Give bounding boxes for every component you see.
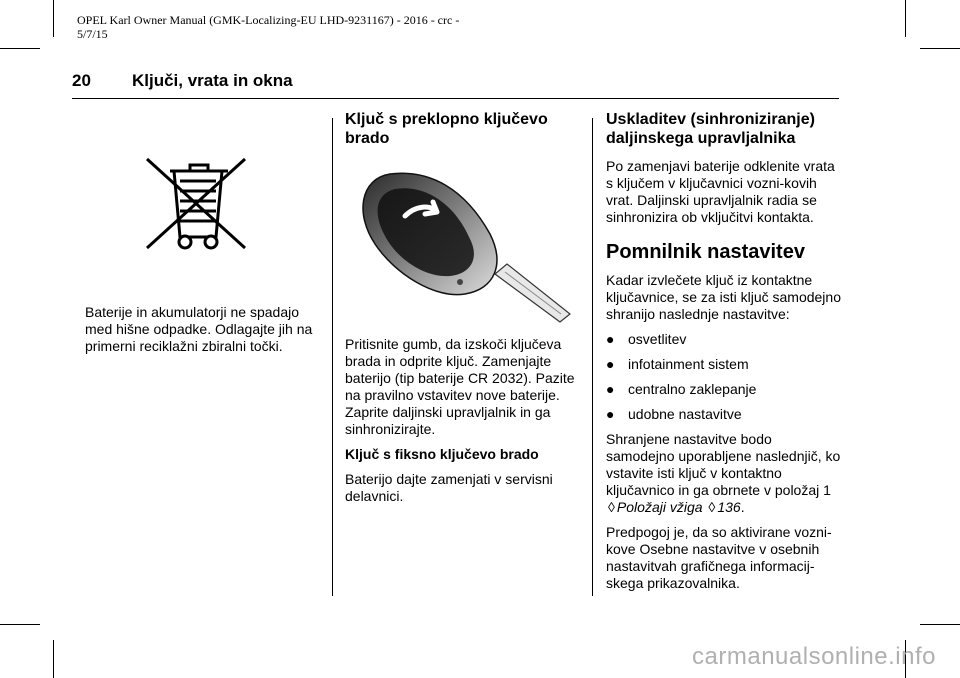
fixed-key-text: Baterijo dajte zamenjati v servisni delavnici. xyxy=(345,471,553,504)
ignition-positions-link[interactable]: Položaji vžiga xyxy=(616,499,703,515)
sync-heading: Uskladitev (sinhroniziranje) daljinskega upravljalnika xyxy=(606,111,815,147)
middle-column xyxy=(345,110,580,513)
list-item: ● centralno zaklepanje xyxy=(606,381,757,397)
column-divider xyxy=(592,118,593,596)
list-item: ● udobne nastavitve xyxy=(606,406,742,422)
page-title-row xyxy=(72,71,293,91)
list-item: ● osvetlitev xyxy=(606,331,687,347)
memory-heading: Pomnilnik nastavitev xyxy=(606,241,805,263)
crossed-out-bin-icon xyxy=(0,150,260,260)
crop-mark xyxy=(0,624,40,625)
crop-mark xyxy=(920,624,960,625)
recycle-text: Baterije in akumulatorji ne spadajo med hišne odpadke. Odlagajte jih na primerni reciklažni zbiralni točki. xyxy=(85,304,313,354)
fixed-key-subheading: Ključ s fiksno ključevo brado xyxy=(345,446,539,462)
reference-arrow-icon: ◊ xyxy=(708,499,716,515)
page-title: Ključi, vrata in okna xyxy=(132,71,293,90)
memory-list xyxy=(606,331,842,423)
crop-mark xyxy=(920,48,960,49)
crop-mark xyxy=(905,0,906,37)
left-column xyxy=(85,150,325,363)
sync-text: Po zamenjavi baterije odklenite vrata s ključem v ključavnici vozni-kovih vrat. Daljinski upravljalnik radia se sinhronizira ob vključitvi kontakta. xyxy=(606,158,835,225)
list-item: ● infotainment sistem xyxy=(606,356,749,372)
title-rule xyxy=(72,98,839,99)
memory-usage-text: Shranjene nastavitve bodo samodejno uporabljene naslednjič, ko vstavite isti ključ v kontaktno ključavnico in ga obrnete v položaj 1 ◊ Položaji vžiga ◊ 136. xyxy=(606,431,841,515)
crop-mark xyxy=(53,0,54,37)
watermark: carmanualsonline.info xyxy=(692,643,936,670)
memory-intro: Kadar izvlečete ključ iz kontaktne ključavnice, se za isti ključ samodejno shranijo naslednje nastavitve: xyxy=(606,272,841,322)
bullet-icon: ● xyxy=(606,331,615,347)
bullet-icon: ● xyxy=(606,381,615,397)
page-number: 20 xyxy=(72,71,91,90)
bullet-icon: ● xyxy=(606,356,615,372)
print-header-line1: OPEL Karl Owner Manual (GMK-Localizing-EU LHD-9231167) - 2016 - crc - xyxy=(77,13,460,27)
right-column xyxy=(606,110,842,600)
flip-key-heading: Ključ s preklopno ključevo brado xyxy=(345,111,548,147)
print-header-line2: 5/7/15 xyxy=(77,27,108,41)
crop-mark xyxy=(0,48,40,49)
bullet-icon: ● xyxy=(606,406,615,422)
print-header xyxy=(77,13,459,41)
reference-arrow-icon: ◊ xyxy=(608,499,615,515)
column-divider xyxy=(332,118,333,596)
prerequisite-text: Predpogoj je, da so aktivirane vozni-kove Osebne nastavitve v osebnih nastavitvah grafičnega informacij-skega prikazovalnika. xyxy=(606,524,832,591)
page-reference[interactable]: 136 xyxy=(717,499,741,515)
flip-key-illustration xyxy=(345,164,580,324)
flip-key-text: Pritisnite gumb, da izskoči ključeva brada in odprite ključ. Zamenjajte baterijo (tip baterije CR 2032). Pazite na pravilno vstavitev nove baterije. Zaprite daljinski upravljalnik in ga sinhronizirajte. xyxy=(345,336,575,437)
crop-mark xyxy=(53,640,54,678)
